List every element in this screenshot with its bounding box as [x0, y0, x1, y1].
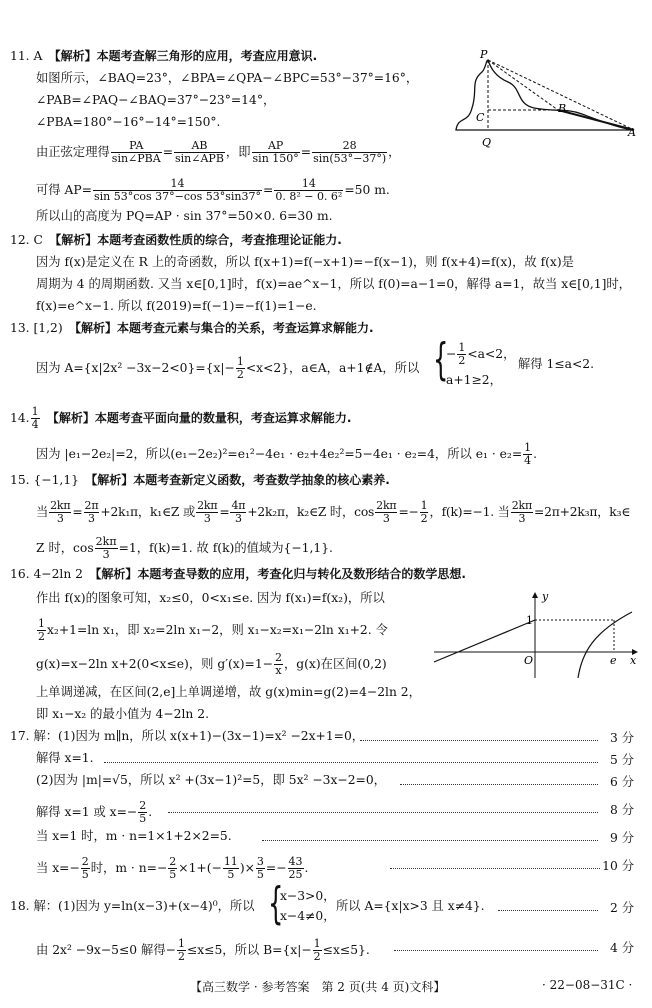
q13-sys2: a+1≥2， — [446, 373, 502, 387]
q18-brace: { — [268, 878, 284, 929]
q17-score4: 8 分 — [609, 803, 634, 817]
q11-line1: 如图所示，∠BAQ=23°，∠BPA=∠QPA−∠BPC=53°−37°=16°， — [36, 71, 419, 85]
q13-line1: 因为 A={x|2x² −3x−2<0}={x|− $\frac{1}{2}$ <x<2}，a∈A，a+1∉A，所以 — [36, 355, 420, 381]
q11-header: 11. A 【解析】本题考查解三角形的应用，考查应用意识. — [10, 49, 318, 63]
q15-line1: 当 $\frac{2k\pi}{3}$ = $\frac{2\pi}{3}$ +2k₁π，k₁∈Z 或 $\frac{2k\pi}{3}$ = $\frac{4\pi}{3}$ +2k₂π，k₂∈Z 时，cos $\frac{2k\pi}{3}$ =− $\frac{1}{2}$ ，f(k)=−1. 当 $\frac{2k\pi}{3}$ =2π+2k₃π，k₃∈ — [36, 499, 631, 525]
q15-line2: Z 时，cos $\frac{2k\pi}{3}$ =1，f(k)=1. 故 f(k)的值域为{−1,1}. — [36, 535, 333, 561]
q16-line2: $\frac{1}{2}$ x₂+1=ln x₁，即 x₂=2ln x₁−2，则 x₁−x₂=x₁−2ln x₁+2. 令 — [38, 617, 388, 643]
axis-y-label: y — [542, 590, 549, 603]
label-c: C — [476, 111, 485, 124]
q16-header: 16. 4−2ln 2 【解析】本题考查导数的应用，考查化归与转化及数形结合的数学思想. — [10, 567, 466, 581]
q13-sys1: − $\frac{1}{2}$ <a<2， — [446, 341, 516, 367]
label-q: Q — [482, 136, 492, 149]
origin-label: O — [524, 654, 534, 667]
doc-code: · 22−08−31C · — [542, 978, 633, 992]
label-b: B — [558, 102, 567, 115]
function-graph — [432, 590, 642, 680]
q13-header: 13. [1,2) 【解析】本题考查元素与集合的关系，考查运算求解能力. — [10, 321, 374, 335]
q17-score1: 3 分 — [609, 731, 634, 745]
q17-line3: (2)因为 |m|=√5，所以 x² +(3x−1)²=5，即 5x² −3x−2=0， — [36, 773, 386, 787]
q17-score2: 5 分 — [609, 753, 634, 767]
q11-line3: ∠PBA=180°−16°−14°=150°. — [36, 115, 221, 129]
label-p: P — [480, 48, 488, 61]
page-footer: 【高三数学 · 参考答案 第 2 页(共 4 页)文科】 — [190, 980, 446, 994]
q17-score3: 6 分 — [609, 775, 634, 789]
q14-header: 14. $\frac{1}{4}$ 【解析】本题考查平面向量的数量积，考查运算求解能力. — [10, 405, 352, 431]
q17-line6: 当 x=− $\frac{2}{5}$ 时，m · n=− $\frac{2}{5}$ ×1+(− $\frac{11}{5}$ )× $\frac{3}{5}$ =− $\frac{43}{25}$ . — [36, 855, 309, 881]
q18-line1b: 所以 A={x|x>3 且 x≠4}. — [336, 899, 485, 913]
q17-line1: 17. 解：(1)因为 m∥n，所以 x(x+1)−(3x−1)=x² −2x+1=0， — [10, 729, 365, 743]
q17-score6: 10 分 — [602, 859, 634, 873]
q16-line3: g(x)=x−2ln x+2(0<x≤e)，则 g′(x)=1− $\frac{2}{x}$ ，g(x)在区间(0,2) — [36, 651, 387, 677]
q16-line5: 即 x₁−x₂ 的最小值为 4−2ln 2. — [36, 707, 209, 721]
q11-line6: 所以山的高度为 PQ=AP · sin 37°=50×0. 6=30 m. — [36, 209, 333, 223]
tick-one: 1 — [526, 614, 533, 627]
q17-score5: 9 分 — [609, 831, 634, 845]
axis-x-label: x — [630, 654, 637, 667]
q16-line4: 上单调递减，在区间(2,e]上单调递增，故 g(x)min=g(2)=4−2ln 2， — [36, 685, 421, 699]
q18-score1: 2 分 — [609, 901, 634, 915]
q11-line4: 由正弦定理得 PA sin∠PBA = AB sin∠APB ，即 $\frac{AP}{\sin 150^\circ}$ = $\frac{28}{\sin(53^\circ-37^\circ)}$ ， — [36, 139, 401, 165]
q12-line2: 周期为 4 的周期函数. 又当 x∈[0,1]时，f(x)=ae^x−1，所以 f(0)=a−1=0，解得 a=1，故当 x∈[0,1]时， — [36, 277, 631, 291]
q15-header: 15. {−1,1} 【解析】本题考查新定义函数，考查数学抽象的核心素养. — [10, 473, 390, 487]
q12-header: 12. C 【解析】本题考查函数性质的综合，考查推理论证能力. — [10, 233, 342, 247]
q17-line2: 解得 x=1. — [36, 751, 94, 765]
q17-line5: 当 x=1 时，m · n=1×1+2×2=5. — [36, 829, 232, 843]
q18-line2: 由 2x² −9x−5≤0 解得− $\frac{1}{2}$ ≤x≤5，所以 B={x|− $\frac{1}{2}$ ≤x≤5}. — [36, 937, 370, 963]
q11-line5: 可得 AP= $\frac{14}{\sin 53^\circ\cos 37^\circ-\cos 53^\circ\sin 37^\circ}$ = $\frac{14}{\text{0. 8² − 0. 6²}}$ =50 m. — [36, 177, 390, 203]
q18-line1a: 18. 解：(1)因为 y=ln(x−3)+(x−4)⁰，所以 — [10, 899, 255, 913]
q18-score2: 4 分 — [609, 941, 634, 955]
q12-line3: f(x)=e^x−1. 所以 f(2019)=f(−1)=−f(1)=1−e. — [36, 299, 317, 313]
tick-e: e — [610, 654, 617, 667]
q13-result: 解得 1≤a<2. — [518, 357, 594, 371]
q16-line1: 作出 f(x)的图象可知，x₂≤0，0<x₁≤e. 因为 f(x₁)=f(x₂)，所以 — [36, 591, 385, 605]
q14-line1: 因为 |e₁−2e₂|=2，所以(e₁−2e₂)²=e₁²−4e₁ · e₂+4e₂²=5−4e₁ · e₂=4，所以 e₁ · e₂= $\frac{1}{4}$ . — [36, 441, 538, 467]
label-a: A — [628, 126, 636, 139]
q11-line2: ∠PAB=∠PAQ−∠BAQ=37°−23°=14°， — [36, 93, 276, 107]
q13-brace: { — [433, 334, 449, 385]
mountain-figure — [448, 46, 644, 154]
q17-line4: 解得 x=1 或 x=− $\frac{2}{5}$ . — [36, 799, 153, 825]
q12-line1: 因为 f(x)是定义在 R 上的奇函数，所以 f(x+1)=f(−x+1)=−f(x−1)，则 f(x+4)=f(x)，故 f(x)是 — [36, 255, 574, 269]
q18-sys2: x−4≠0， — [280, 909, 336, 923]
q18-sys1: x−3>0， — [280, 889, 336, 903]
